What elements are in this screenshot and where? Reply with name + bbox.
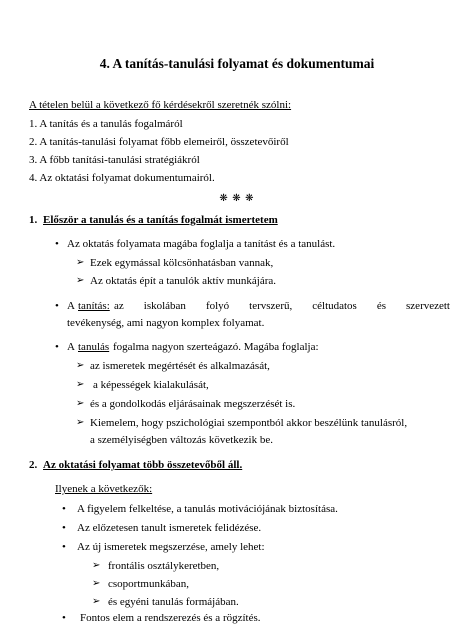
s1-p3-sub-5: a személyiségben változás következik be. — [90, 434, 273, 446]
arrow-bullet-icon: ➢ — [92, 596, 101, 607]
s2-item-4: Fontos elem a rendszerezés és a rögzítés. — [80, 612, 261, 624]
s2-lead: Ilyenek a következők: — [55, 483, 153, 495]
bullet-icon: • — [55, 300, 59, 312]
arrow-bullet-icon: ➢ — [76, 257, 85, 268]
intro-item-3: 3. A főbb tanítási-tanulási stratégiákról — [29, 154, 200, 166]
bullet-icon: • — [62, 612, 66, 624]
s2-item-1: A figyelem felkeltése, a tanulás motivációjának biztosítása. — [77, 503, 338, 515]
document-title: 4. A tanítás-tanulási folyamat és dokumentumai — [99, 56, 375, 71]
bullet-icon: • — [55, 341, 59, 353]
s1-p2-term: tanítás: — [78, 300, 110, 312]
arrow-bullet-icon: ➢ — [76, 398, 85, 409]
s1-p3-sub-2: a képességek kialakulását, — [93, 379, 209, 391]
bullet-icon: • — [62, 522, 66, 534]
intro-item-2: 2. A tanítás-tanulási folyamat főbb elemeiről, összetevőiről — [29, 136, 289, 148]
s1-p3-sub-1: az ismeretek megértését és alkalmazását, — [90, 360, 270, 372]
s2-sub-2: csoportmunkában, — [108, 578, 189, 590]
arrow-bullet-icon: ➢ — [76, 379, 85, 390]
intro-item-1: 1. A tanítás és a tanulás fogalmáról — [29, 118, 183, 130]
arrow-bullet-icon: ➢ — [76, 360, 85, 371]
bullet-icon: • — [62, 541, 66, 553]
arrow-bullet-icon: ➢ — [92, 578, 101, 589]
arrow-bullet-icon: ➢ — [76, 417, 85, 428]
section2-number: 2. — [29, 459, 38, 471]
s1-p3-rest: fogalma nagyon szerteágazó. Magába foglalja: — [113, 341, 319, 353]
arrow-bullet-icon: ➢ — [92, 560, 101, 571]
arrow-bullet-icon: ➢ — [76, 275, 85, 286]
s2-sub-3: és egyéni tanulás formájában. — [108, 596, 239, 608]
s1-p1-sub-2: Az oktatás épít a tanulók aktív munkájára. — [90, 275, 277, 287]
s2-item-2: Az előzetesen tanult ismeretek felidézése. — [77, 522, 262, 534]
intro-heading: A tételen belül a következő fő kérdésekről szeretnék szólni: — [29, 99, 292, 111]
section-separator: ❋ ❋ ❋ — [219, 193, 255, 204]
s1-p1-sub-1: Ezek egymással kölcsönhatásban vannak, — [90, 257, 274, 269]
s2-sub-1: frontális osztálykeretben, — [108, 560, 220, 572]
bullet-icon: • — [55, 238, 59, 250]
s1-p3-term: tanulás — [78, 341, 110, 353]
s1-p2-prefix: A — [67, 300, 75, 312]
intro-item-4: 4. Az oktatási folyamat dokumentumairól. — [29, 172, 215, 184]
section1-number: 1. — [29, 214, 38, 226]
section2-heading: Az oktatási folyamat több összetevőből áll. — [43, 459, 243, 471]
s1-p3-prefix: A — [67, 341, 75, 353]
s1-p3-sub-3: és a gondolkodás eljárásainak megszerzését is. — [90, 398, 296, 410]
s1-p2-line1: az iskolában folyó tervszerű, céltudatos és szervezett — [114, 300, 450, 312]
bullet-icon: • — [62, 503, 66, 515]
s2-item-3: Az új ismeretek megszerzése, amely lehet: — [77, 541, 265, 553]
s1-p2-line2: tevékenység, ami nagyon komplex folyamat. — [67, 317, 265, 329]
s1-p3-sub-4: Kiemelem, hogy pszichológiai szempontból akkor beszélünk tanulásról, — [90, 417, 408, 429]
section1-heading: Először a tanulás és a tanítás fogalmát ismertetem — [43, 214, 278, 226]
s1-p1: Az oktatás folyamata magába foglalja a tanítást és a tanulást. — [67, 238, 336, 250]
